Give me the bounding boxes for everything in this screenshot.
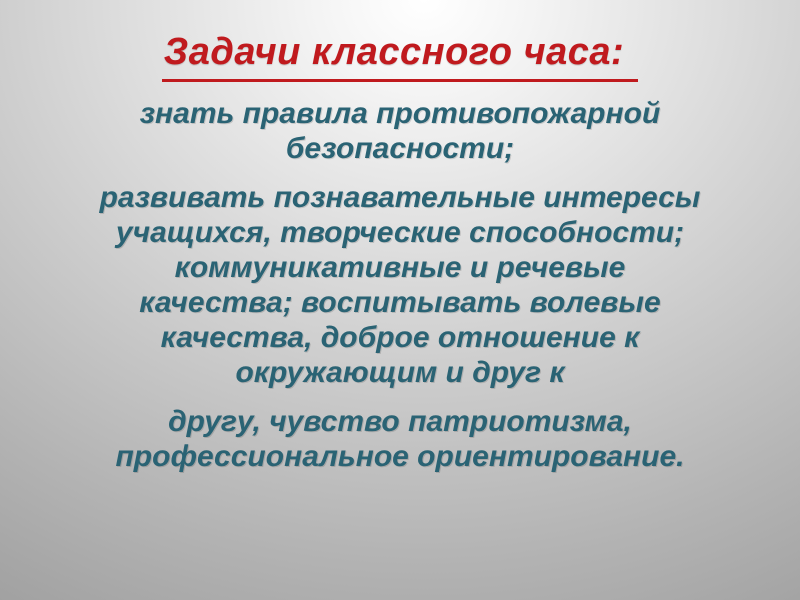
text-line: качества; воспитывать волевые	[139, 285, 661, 319]
body-paragraph	[20, 404, 780, 474]
body-paragraph	[20, 180, 780, 390]
text-line: окружающим и друг к	[235, 355, 565, 389]
text-line: безопасности;	[285, 131, 515, 165]
text-line: знать правила противопожарной	[139, 96, 661, 130]
text-line: учащихся, творческие способности;	[115, 215, 685, 249]
slide-body	[20, 96, 780, 474]
text-line: коммуникативные и речевые	[174, 250, 626, 284]
text-line: другу, чувство патриотизма,	[168, 404, 632, 438]
text-line: качества, доброе отношение к	[160, 320, 640, 354]
slide-title	[20, 30, 780, 82]
text-line: профессиональное ориентирование.	[115, 439, 685, 473]
body-paragraph	[20, 96, 780, 166]
text-line: развивать познавательные интересы	[99, 180, 701, 214]
slide-title-text: Задачи классного часа:	[162, 30, 638, 82]
slide-content	[20, 30, 780, 488]
